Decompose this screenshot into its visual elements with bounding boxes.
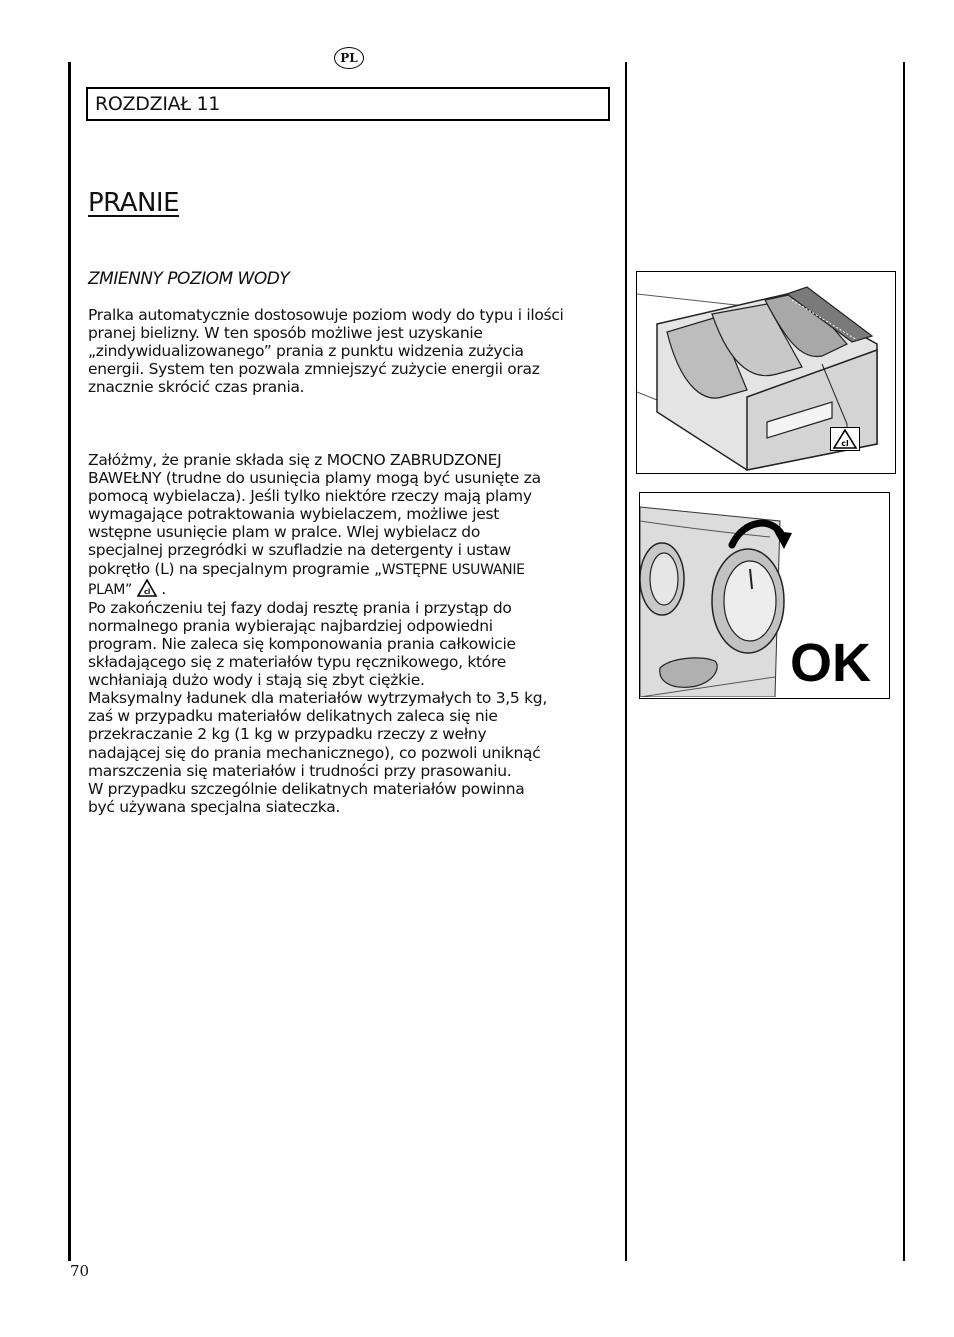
page-title: PRANIE — [88, 188, 180, 218]
right-margin-rule — [903, 62, 905, 1261]
drawer-label: cl — [841, 439, 849, 448]
program-name-end: PLAM” — [88, 581, 132, 598]
paragraph-line: Pralka automatycznie dostosowuje poziom wody do typu i ilości — [88, 306, 564, 324]
paragraph-line: normalnego prania wybierając najbardziej odpowiedni — [88, 616, 493, 635]
paragraph-line: składającego się z materiałów typu ręcznikowego, które — [88, 653, 506, 672]
svg-text:cl: cl — [143, 587, 150, 596]
paragraph-line — [88, 579, 610, 599]
paragraph-line: program. Nie zaleca się komponowania prania całkowicie — [88, 634, 516, 653]
paragraph-line: Załóżmy, że pranie składa się z MOCNO ZABRUDZONEJ — [88, 451, 502, 469]
paragraph-line: marszczenia się materiałów i trudności przy prasowaniu. — [88, 761, 512, 780]
bleach-warning-icon — [830, 427, 860, 451]
paragraph-line: BAWEŁNY (trudne do usunięcia plamy mogą być usunięte za — [88, 469, 541, 488]
paragraph-line: pomocą wybielacza). Jeśli tylko niektóre rzeczy mają plamy — [88, 487, 532, 506]
intro-paragraph — [88, 306, 610, 396]
paragraph-line: wymagające potraktowania wybielaczem, możliwe jest — [88, 505, 500, 524]
paragraph-line: energii. System ten pozwala zmniejszyć zużycie energii oraz — [88, 360, 540, 379]
section-heading: ZMIENNY POZIOM WODY — [88, 269, 290, 289]
program-line-prefix: pokrętło (L) na specjalnym programie „ — [88, 559, 382, 578]
paragraph-line: wstępne usunięcie plam w pralce. Wlej wybielacz do — [88, 523, 481, 542]
center-divider-rule — [625, 62, 627, 1261]
paragraph-line: zaś w przypadku materiałów delikatnych zaleca się nie — [88, 707, 498, 726]
program-name: WSTĘPNE USUWANIE — [381, 561, 525, 578]
paragraph-line — [88, 560, 610, 579]
paragraph-line: Maksymalny ładunek dla materiałów wytrzymałych to 3,5 kg, — [88, 689, 547, 708]
rotate-arrow-icon — [724, 513, 794, 553]
left-margin-rule — [68, 62, 71, 1261]
paragraph-line: nadającej się do prania mechanicznego), co pozwoli uniknąć — [88, 743, 541, 762]
paragraph-line: pranej bielizny. W ten sposób możliwe jest uzyskanie — [88, 324, 483, 343]
page-number: 70 — [70, 1262, 90, 1280]
paragraph-line: specjalnej przegródki w szufladzie na detergenty i ustaw — [88, 541, 511, 560]
prewash-paragraph — [88, 451, 610, 816]
program-knob-figure — [639, 492, 890, 699]
bleach-warning-icon — [137, 579, 157, 597]
paragraph-line: wchłaniają dużo wody i stają się zbyt ciężkie. — [88, 671, 425, 690]
detergent-drawer-figure — [636, 271, 896, 474]
paragraph-line: „zindywidualizowanego” prania z punktu widzenia zużycia — [88, 342, 524, 361]
paragraph-line: znacznie skrócić czas prania. — [88, 378, 305, 397]
program-line-suffix: . — [156, 579, 166, 598]
paragraph-line: W przypadku szczególnie delikatnych materiałów powinna — [88, 779, 525, 798]
ok-label: OK — [790, 633, 871, 693]
paragraph-line: być używana specjalna siateczka. — [88, 797, 341, 816]
language-badge: PL — [334, 47, 364, 69]
paragraph-line: Po zakończeniu tej fazy dodaj resztę prania i przystąp do — [88, 598, 512, 617]
chapter-heading: ROZDZIAŁ 11 — [86, 87, 610, 121]
paragraph-line: przekraczanie 2 kg (1 kg w przypadku rzeczy z wełny — [88, 725, 487, 744]
